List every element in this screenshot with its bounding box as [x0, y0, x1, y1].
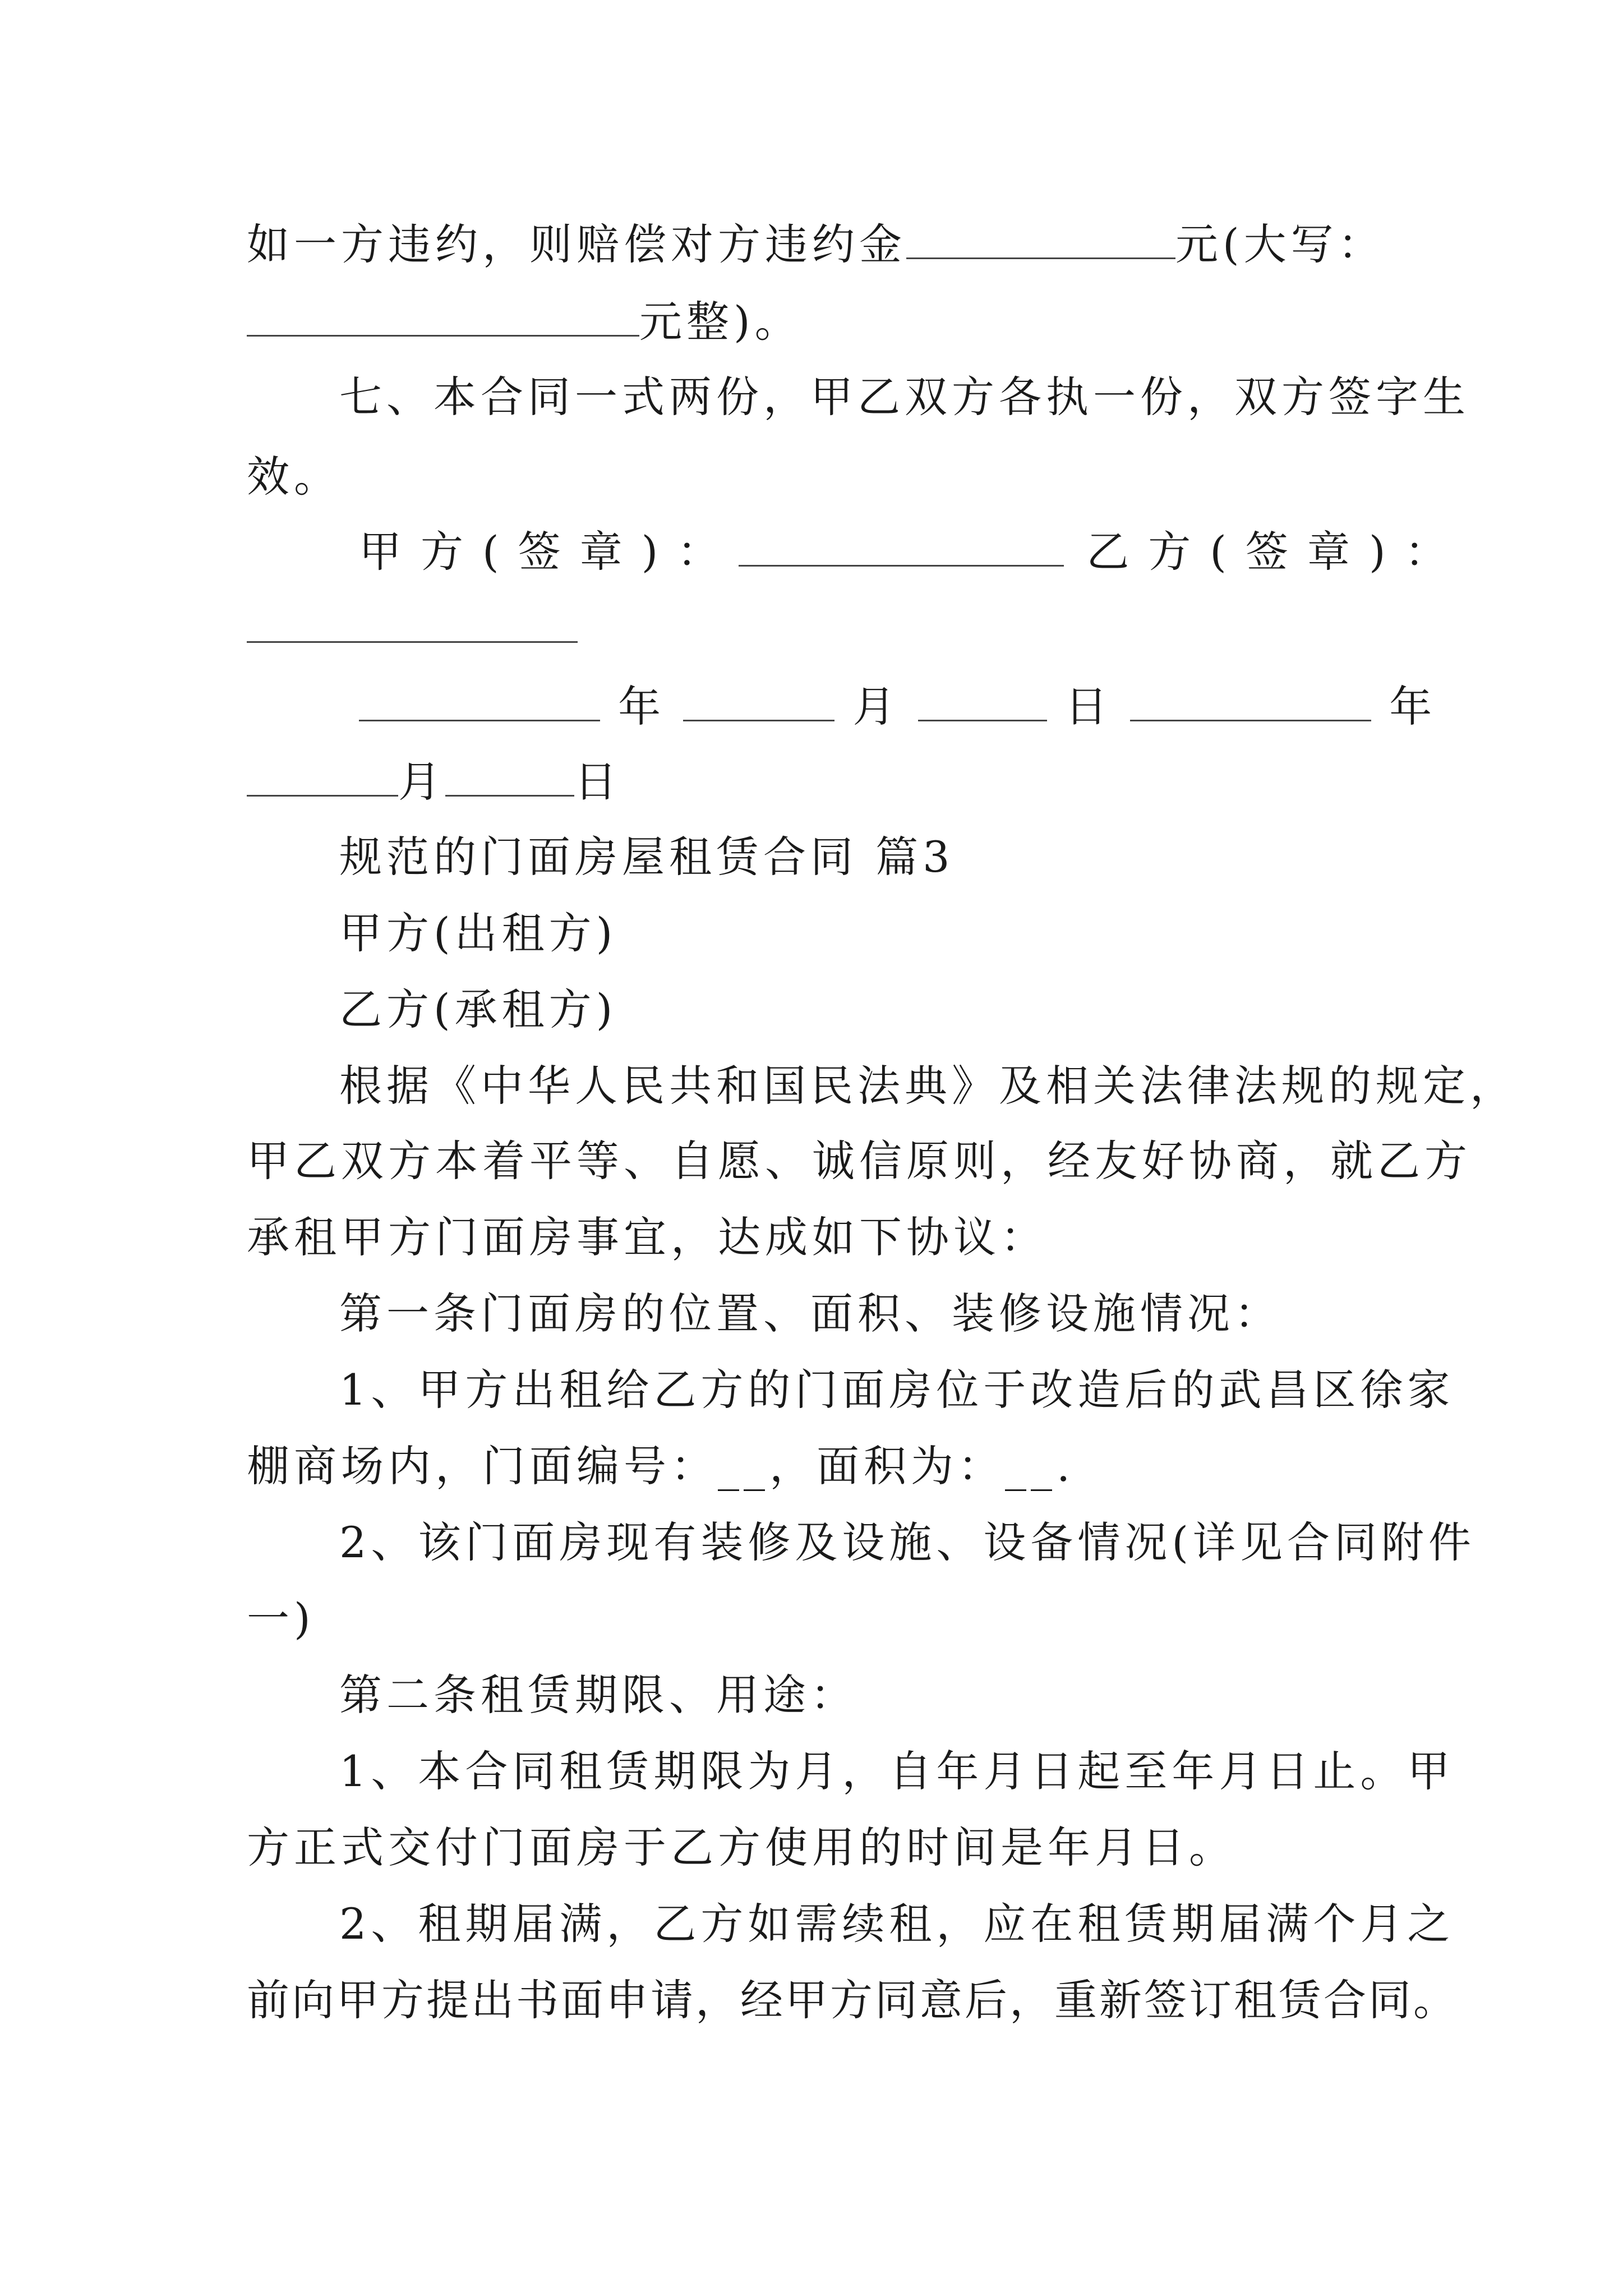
- article-one-heading: 第一条门面房的位置、面积、装修设施情况：: [339, 1289, 1281, 1338]
- penalty-amount-blank: [906, 218, 1175, 259]
- party-a-year-blank: [359, 680, 600, 721]
- party-b-day-label: 日: [574, 757, 621, 807]
- clause-seven-continuation: 效。: [247, 452, 341, 501]
- preamble-line-2: 甲乙双方本着平等、自愿、诚信原则，经友好协商，就乙方: [247, 1136, 1472, 1186]
- party-b-month-label: 月: [398, 757, 445, 807]
- clause-seven-line: 七、本合同一式两份，甲乙双方各执一份，双方签字生: [339, 372, 1470, 422]
- party-b-year-label: 年: [1389, 682, 1437, 731]
- penalty-uppercase-suffix: 元整)。: [639, 297, 802, 347]
- party-a-month-label: 月: [852, 682, 900, 731]
- article-two-item-2-line-1: 2、租期届满，乙方如需续租，应在租赁期届满个月之: [339, 1899, 1455, 1949]
- article-one-item-1-line-1: 1、甲方出租给乙方的门面房位于改造后的武昌区徐家: [339, 1365, 1455, 1415]
- party-b-month-blank: [247, 756, 398, 797]
- penalty-unit-text: 元(大写：: [1175, 219, 1385, 269]
- penalty-uppercase-line: [247, 294, 1396, 350]
- article-two-item-1-line-2: 方正式交付门面房于乙方使用的时间是年月日。: [247, 1823, 1236, 1872]
- article-one-item-2-line-2: 一): [247, 1594, 315, 1644]
- contract-title: 规范的门面房屋租赁合同 篇3: [339, 832, 955, 882]
- date-line: [359, 679, 1437, 735]
- party-b-signature-blank: [247, 602, 578, 643]
- party-b-year-blank: [1130, 680, 1371, 721]
- lessor-line: 甲方(出租方): [339, 908, 617, 958]
- party-a-day-blank: [918, 680, 1047, 721]
- article-one-item-1-line-2: 棚商场内，门面编号：__，面积为：__.: [247, 1441, 1075, 1491]
- party-b-day-blank: [445, 756, 574, 797]
- penalty-text: 如一方违约，则赔偿对方违约金: [247, 219, 906, 269]
- preamble-line-3: 承租甲方门面房事宜，达成如下协议：: [247, 1212, 1048, 1262]
- preamble-line-1: 根据《中华人民共和国民法典》及相关法律法规的规定，: [339, 1061, 1517, 1111]
- party-a-day-label: 日: [1064, 682, 1112, 731]
- signature-line: [359, 524, 1467, 580]
- lessee-line: 乙方(承租方): [339, 984, 617, 1034]
- article-two-item-2-line-2: 前向甲方提出书面申请，经甲方同意后，重新签订租赁合同。: [247, 1975, 1458, 2025]
- date-continuation-line: [247, 754, 1396, 810]
- party-a-signature-blank: [739, 526, 1064, 567]
- article-one-item-2-line-1: 2、该门面房现有装修及设施、设备情况(详见合同附件: [339, 1517, 1476, 1567]
- article-two-item-1-line-1: 1、本合同租赁期限为月，自年月日起至年月日止。甲: [339, 1746, 1455, 1796]
- party-b-signature-blank-line: [247, 600, 1396, 656]
- party-a-signature-label: 甲方(签章)：: [359, 527, 739, 577]
- article-two-heading: 第二条租赁期限、用途：: [339, 1670, 857, 1720]
- party-b-signature-label: 乙方(签章)：: [1086, 527, 1467, 577]
- penalty-uppercase-blank: [247, 296, 639, 337]
- penalty-line: [247, 217, 1396, 273]
- party-a-year-label: 年: [618, 682, 666, 731]
- party-a-month-blank: [683, 680, 834, 721]
